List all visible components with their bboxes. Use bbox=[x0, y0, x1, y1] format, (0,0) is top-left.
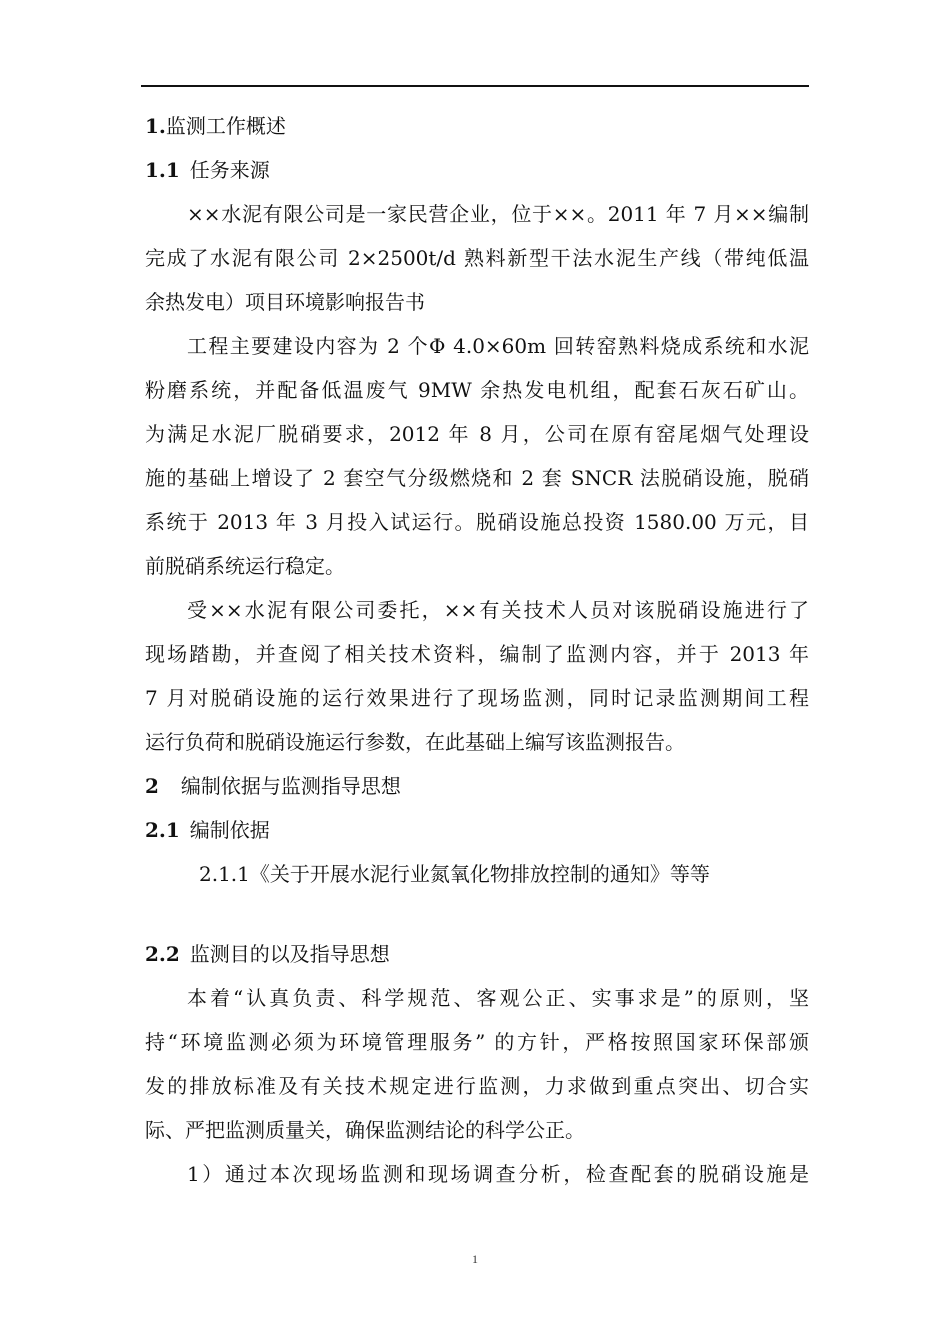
section-number: 2.1 bbox=[145, 818, 180, 842]
section-number: 1. bbox=[145, 114, 166, 138]
section-title: 监测工作概述 bbox=[165, 114, 286, 138]
paragraph-line: 受××水泥有限公司委托，××有关技术人员对该脱硝设施进行了 bbox=[187, 598, 809, 622]
paragraph-line: 完成了水泥有限公司 2×2500t/d 熟料新型干法水泥生产线（带纯低温 bbox=[145, 246, 809, 270]
section-1-heading bbox=[145, 104, 809, 148]
section-title: 任务来源 bbox=[189, 158, 270, 182]
paragraph-line: 前脱硝系统运行稳定。 bbox=[145, 554, 345, 578]
paragraph-line: 际、严把监测质量关，确保监测结论的科学公正。 bbox=[145, 1118, 585, 1142]
paragraph-principles bbox=[145, 976, 809, 1152]
paragraph-line: 施的基础上增设了 2 套空气分级燃烧和 2 套 SNCR 法脱硝设施，脱硝 bbox=[145, 466, 809, 490]
paragraph-line: 运行负荷和脱硝设施运行参数，在此基础上编写该监测报告。 bbox=[145, 730, 685, 754]
section-number: 1.1 bbox=[145, 158, 180, 182]
section-1-1-heading bbox=[145, 148, 809, 192]
paragraph-task-source bbox=[145, 192, 809, 324]
section-title: 编制依据 bbox=[189, 818, 270, 842]
paragraph-line: ××水泥有限公司是一家民营企业，位于××。2011 年 7 月××编制 bbox=[187, 202, 809, 226]
paragraph-line: 现场踏勘，并查阅了相关技术资料，编制了监测内容，并于 2013 年 bbox=[145, 642, 809, 666]
header-rule bbox=[141, 85, 809, 87]
paragraph-line: 1）通过本次现场监测和现场调查分析，检查配套的脱硝设施是 bbox=[187, 1162, 809, 1186]
paragraph-objective-1 bbox=[145, 1152, 809, 1196]
section-number: 2.2 bbox=[145, 942, 180, 966]
page-number: 1 bbox=[472, 1252, 478, 1266]
paragraph-construction bbox=[145, 324, 809, 588]
section-2-heading bbox=[145, 764, 809, 808]
paragraph-line: 发的排放标准及有关技术规定进行监测，力求做到重点突出、切合实 bbox=[145, 1074, 809, 1098]
paragraph-line: 工程主要建设内容为 2 个Φ 4.0×60m 回转窑熟料烧成系统和水泥 bbox=[187, 334, 809, 358]
section-number: 2 bbox=[145, 774, 159, 798]
paragraph-line: 本着“认真负责、科学规范、客观公正、实事求是”的原则，坚 bbox=[187, 986, 809, 1010]
basis-item-2-1-1: 2.1.1《关于开展水泥行业氮氧化物排放控制的通知》等等 bbox=[199, 862, 710, 886]
paragraph-line: 持“环境监测必须为环境管理服务” 的方针，严格按照国家环保部颁 bbox=[145, 1030, 809, 1054]
section-title: 监测目的以及指导思想 bbox=[189, 942, 390, 966]
paragraph-line: 粉磨系统，并配备低温废气 9MW 余热发电机组，配套石灰石矿山。 bbox=[145, 378, 809, 402]
section-title: 编制依据与监测指导思想 bbox=[180, 774, 401, 798]
document-body bbox=[145, 104, 809, 1196]
section-2-1-heading bbox=[145, 808, 809, 852]
blank-spacer bbox=[145, 896, 809, 932]
section-2-2-heading bbox=[145, 932, 809, 976]
paragraph-line: 余热发电）项目环境影响报告书 bbox=[145, 290, 425, 314]
paragraph-commission bbox=[145, 588, 809, 764]
paragraph-line: 为满足水泥厂脱硝要求，2012 年 8 月，公司在原有窑尾烟气处理设 bbox=[145, 422, 809, 446]
paragraph-line: 7 月对脱硝设施的运行效果进行了现场监测，同时记录监测期间工程 bbox=[145, 686, 809, 710]
paragraph-line: 系统于 2013 年 3 月投入试运行。脱硝设施总投资 1580.00 万元，目 bbox=[145, 510, 809, 534]
